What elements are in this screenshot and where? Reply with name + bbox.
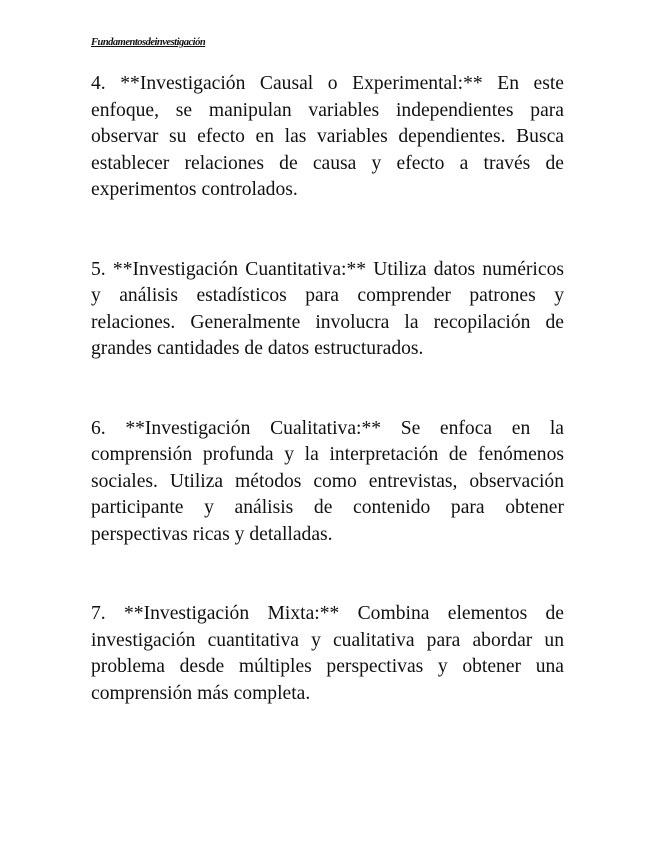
paragraph-causal-experimental: 4. **Investigación Causal o Experimental:** En este enfoque, se manipulan variables independientes para observar su efecto en las variables dependientes. Busca establecer relaciones de causa y efecto a través de experimentos controlados. xyxy=(91,73,564,200)
paragraph-cuantitativa: 5. **Investigación Cuantitativa:** Utiliza datos numéricos y análisis estadísticos para comprender patrones y relaciones. Generalmente involucra la recopilación de grandes cantidades de datos estructurados. xyxy=(91,258,564,359)
running-header: Fundamentosdeinvestigación xyxy=(91,37,206,48)
document-page xyxy=(91,36,564,760)
paragraph-mixta: 7. **Investigación Mixta:** Combina elementos de investigación cuantitativa y cualitativa para abordar un problema desde múltiples perspectivas y obtener una comprensión más completa. xyxy=(91,603,564,704)
paragraph-cualitativa: 6. **Investigación Cualitativa:** Se enfoca en la comprensión profunda y la interpretación de fenómenos sociales. Utiliza métodos como entrevistas, observación participante y análisis de contenido para obtener perspectivas ricas y detalladas. xyxy=(91,417,564,545)
